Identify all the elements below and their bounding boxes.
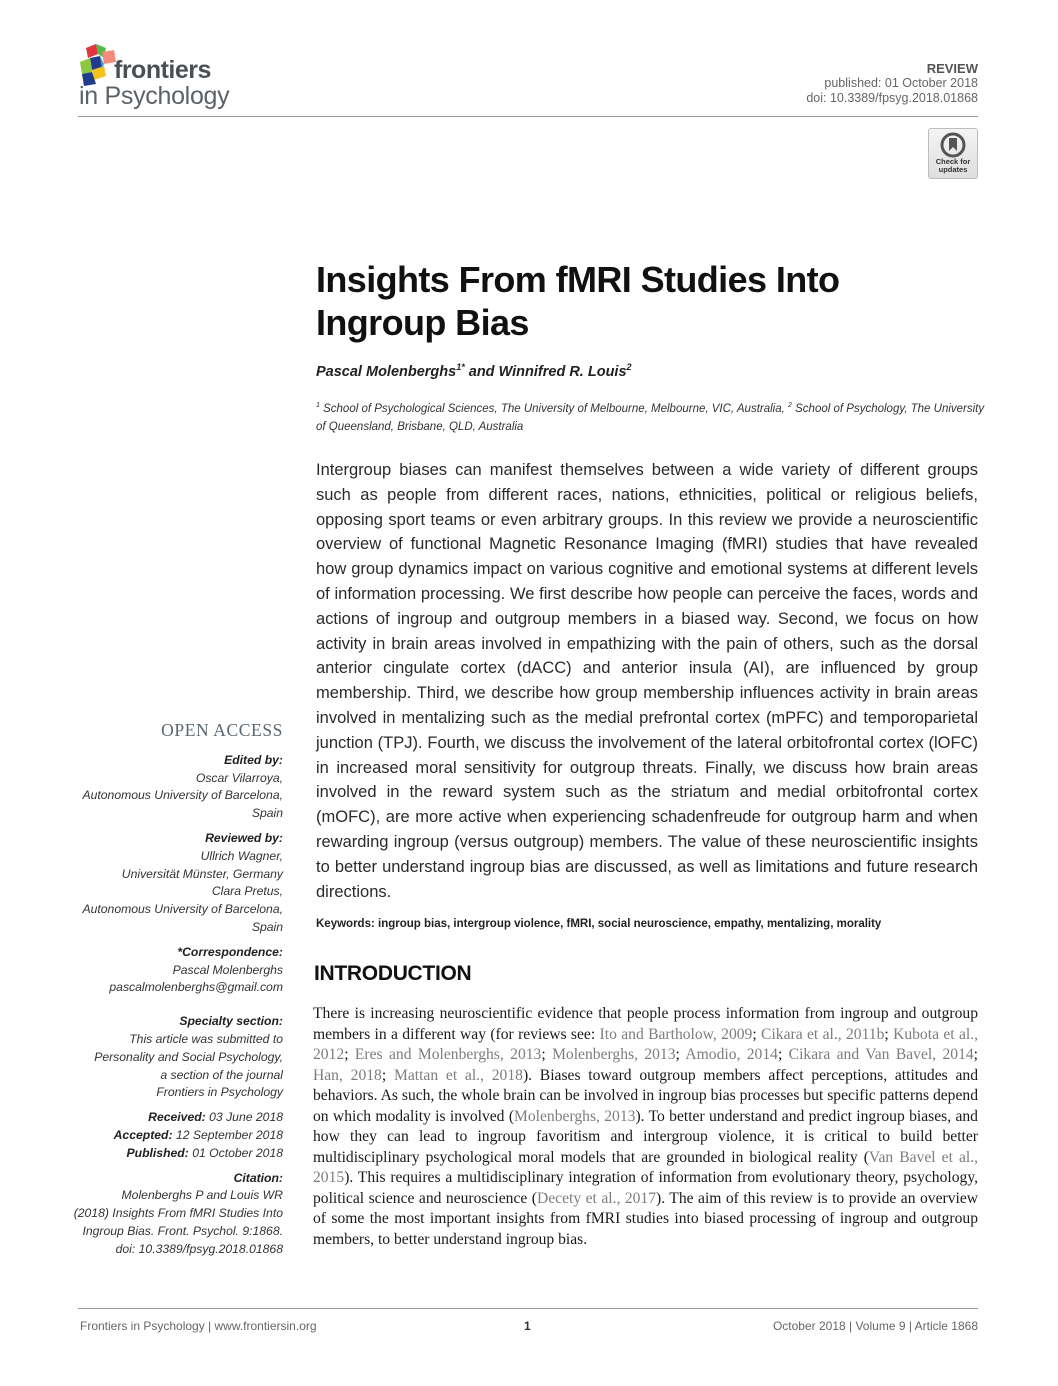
- citation-link[interactable]: Eres and Molenberghs, 2013: [354, 1046, 542, 1063]
- citation-doi[interactable]: doi: 10.3389/fpsyg.2018.01868: [115, 1241, 283, 1256]
- separator: ;: [675, 1046, 686, 1063]
- separator: ;: [777, 1046, 789, 1063]
- accepted-date: 12 September 2018: [175, 1127, 283, 1142]
- reviewer-name[interactable]: Clara Pretus,: [211, 884, 283, 899]
- body-text: ). To better understand and predict ingroup biases, and how they can lead to ingroup favoritism and intergroup violence, it is critical to build better multidisciplinary psychological moral models that are grounded in biological reality (: [313, 1107, 978, 1166]
- body-text: ). This requires a multidisciplinary integration of information from evolutionary theory, psychology, political science and neuroscience (: [313, 1169, 978, 1207]
- title-line-2: Ingroup Bias: [316, 302, 529, 343]
- body-text: There is increasing neuroscientific evidence that people process information from ingroup and outgroup members in a different way (for reviews see:: [313, 1005, 978, 1043]
- brand-name: frontiers: [114, 56, 211, 84]
- separator: ;: [541, 1046, 553, 1063]
- published-label: Published:: [126, 1145, 189, 1160]
- page-number: 1: [524, 1319, 531, 1333]
- journal-logo[interactable]: [78, 44, 278, 110]
- introduction-body: [313, 1004, 978, 1250]
- citation-link[interactable]: Cikara et al., 2011b: [761, 1025, 885, 1043]
- footer-issue-info: October 2018 | Volume 9 | Article 1868: [772, 1319, 978, 1333]
- keywords-list: ingroup bias, intergroup violence, fMRI, social neuroscience, empathy, mentalizing, morality: [378, 918, 882, 930]
- citation-link[interactable]: Van Bavel et al., 2015: [313, 1148, 979, 1186]
- affiliation: School of Psychology, The University of Queensland, Brisbane, QLD, Australia: [316, 402, 985, 433]
- citation-link[interactable]: Molenberghs, 2013: [514, 1107, 636, 1125]
- check-updates-line1: Check for: [935, 157, 971, 166]
- author-affil-mark: 2: [626, 362, 632, 372]
- citation-link[interactable]: Cikara and Van Bavel, 2014: [788, 1046, 974, 1063]
- footer-divider: [78, 1308, 978, 1309]
- correspondence-section: [53, 944, 283, 997]
- received-label: Received:: [148, 1110, 206, 1125]
- reviewer-affiliation: Universität Münster, Germany: [121, 866, 283, 881]
- correspondence-label: *Correspondence:: [177, 944, 283, 959]
- editor-name[interactable]: Oscar Vilarroya,: [195, 770, 283, 785]
- specialty-text: This article was submitted to: [129, 1031, 283, 1046]
- citation-link[interactable]: Ito and Bartholow, 2009: [599, 1025, 753, 1043]
- article-type: REVIEW: [926, 61, 978, 76]
- footer-journal-link[interactable]: Frontiers in Psychology | www.frontiersin.org: [80, 1319, 317, 1333]
- open-access-label: OPEN ACCESS: [161, 720, 283, 740]
- dates-section: [53, 1109, 283, 1162]
- author-name[interactable]: Winnifred R. Louis: [498, 363, 627, 380]
- affil-mark: 2: [788, 402, 792, 409]
- separator: ;: [344, 1046, 355, 1063]
- separator: ;: [381, 1066, 394, 1084]
- specialty-section: [53, 1013, 283, 1102]
- citation-link[interactable]: Mattan et al., 2018: [393, 1066, 523, 1084]
- specialty-label: Specialty section:: [179, 1014, 283, 1029]
- author-affil-mark: 1*: [456, 362, 465, 372]
- keywords: [316, 918, 978, 930]
- citation-link[interactable]: Decety et al., 2017: [536, 1189, 657, 1207]
- citation-link[interactable]: Amodio, 2014: [685, 1046, 778, 1063]
- body-text: ). The aim of this review is to provide an overview of some the most important insights from fMRI studies into biased processing of ingroup and outgroup members, to better understand ingroup bias.: [313, 1189, 979, 1248]
- citation-section: [53, 1170, 283, 1259]
- separator: ;: [973, 1046, 979, 1063]
- author-list: [316, 362, 632, 380]
- reviewed-by-section: [53, 830, 283, 937]
- separator: ;: [884, 1025, 894, 1043]
- reviewer-affiliation: Autonomous University of Barcelona,: [82, 902, 283, 917]
- doi-link[interactable]: doi: 10.3389/fpsyg.2018.01868: [806, 91, 978, 105]
- reviewer-name[interactable]: Ullrich Wagner,: [200, 848, 283, 863]
- article-title: [316, 258, 976, 344]
- article-sidebar: [53, 722, 283, 1266]
- journal-name: in Psychology: [79, 82, 230, 110]
- accepted-label: Accepted:: [113, 1127, 173, 1142]
- received-date: 03 June 2018: [209, 1110, 283, 1125]
- reviewed-by-label: Reviewed by:: [205, 830, 283, 845]
- author-joiner: and: [468, 363, 495, 380]
- reviewer-country: Spain: [251, 919, 283, 934]
- citation-text: (2018) Insights From fMRI Studies Into: [73, 1206, 283, 1221]
- check-updates-line2: updates: [938, 165, 968, 174]
- citation-link[interactable]: Kubota et al., 2012: [313, 1025, 978, 1063]
- keywords-label: Keywords:: [316, 918, 375, 930]
- title-line-1: Insights From fMRI Studies Into: [316, 259, 840, 300]
- specialty-journal: Frontiers in Psychology: [156, 1085, 283, 1100]
- affil-mark: 1: [316, 402, 320, 409]
- affiliation: School of Psychological Sciences, The University of Melbourne, Melbourne, VIC, Australia,: [323, 402, 785, 415]
- edited-by-label: Edited by:: [224, 752, 283, 767]
- editor-affiliation: Autonomous University of Barcelona,: [82, 788, 283, 803]
- check-for-updates-button[interactable]: [928, 128, 978, 179]
- separator: ;: [752, 1025, 762, 1043]
- body-text: ). Biases toward outgroup members affect perceptions, attitudes and behaviors. As such, the whole brain can be involved in ingroup bias processes but specific patterns depend on which modality is involved (: [313, 1066, 979, 1125]
- article-meta: [806, 61, 978, 106]
- abstract: Intergroup biases can manifest themselves between a wide variety of different groups such as people from different races, nations, ethnicities, political or religious beliefs, opposing sport teams or even arbitrary groups. In this review we provide a neuroscientific overview of functional Magnetic Resonance Imaging (fMRI) studies that have revealed how group dynamics impact on various cognitive and emotional systems at different levels of information processing. We first describe how people can perceive the faces, words and actions of ingroup and outgroup members in a biased way. Second, we focus on how activity in brain areas involved in empathizing with the pain of others, such as the dorsal anterior cingulate cortex (dACC) and anterior insula (AI), are influenced by group membership. Third, we describe how group membership influences activity in brain areas involved in mentalizing such as the medial prefrontal cortex (mPFC) and temporoparietal junction (TPJ). Fourth, we discuss the involvement of the lateral orbitofrontal cortex (lOFC) in increased moral sensitivity for outgroup threats. Finally, we discuss how brain areas involved in the reward system such as the striatum and medial orbitofrontal cortex (mOFC), are more active when experiencing schadenfreude for outgroup harm and when rewarding ingroup (versus outgroup) members. The value of these neuroscientific insights to better understand ingroup bias are discussed, as well as limitations and future research directions.: [316, 461, 978, 901]
- header-divider: [78, 116, 978, 117]
- author-name[interactable]: Pascal Molenberghs: [316, 363, 457, 380]
- published-date: published: 01 October 2018: [824, 76, 978, 90]
- editor-country: Spain: [251, 806, 283, 821]
- published-date-sidebar: 01 October 2018: [192, 1145, 283, 1160]
- citation-label: Citation:: [233, 1170, 283, 1185]
- section-heading-introduction: INTRODUCTION: [314, 962, 472, 985]
- correspondence-name: Pascal Molenberghs: [172, 962, 283, 977]
- affiliations: [316, 397, 986, 436]
- correspondence-email[interactable]: pascalmolenberghs@gmail.com: [109, 980, 283, 995]
- citation-link[interactable]: Han, 2018: [313, 1066, 382, 1084]
- crossmark-icon: [940, 132, 966, 158]
- citation-link[interactable]: Molenberghs, 2013: [552, 1046, 676, 1063]
- citation-text: Ingroup Bias. Front. Psychol. 9:1868.: [82, 1223, 283, 1238]
- specialty-text: a section of the journal: [160, 1067, 283, 1082]
- specialty-section-name[interactable]: Personality and Social Psychology,: [94, 1049, 283, 1064]
- frontiers-logo-icon: [78, 44, 118, 86]
- edited-by-section: [53, 752, 283, 823]
- citation-text: Molenberghs P and Louis WR: [121, 1188, 283, 1203]
